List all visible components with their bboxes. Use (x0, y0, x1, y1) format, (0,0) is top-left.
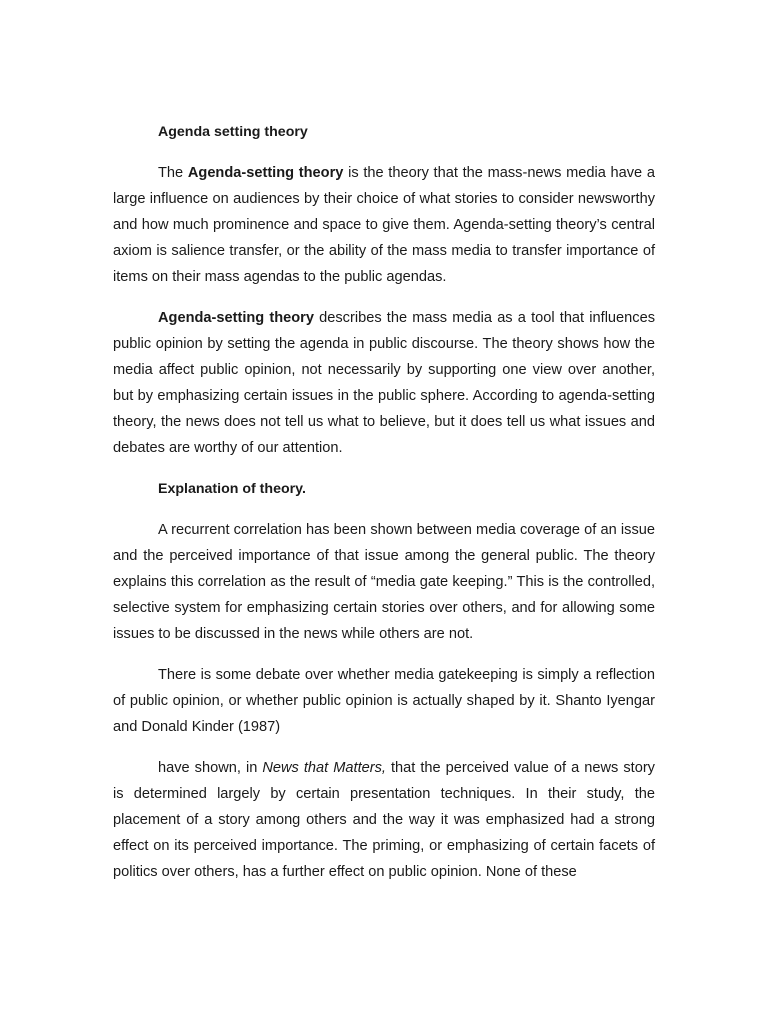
paragraph-definition (113, 160, 655, 290)
paragraph-debate: There is some debate over whether media gatekeeping is simply a reflection of public opinion, or whether public opinion is actually shaped by it. Shanto Iyengar and Donald Kinder (1987) (113, 667, 655, 735)
document-body (113, 119, 655, 900)
paragraph-news-title: News that Matters, (262, 760, 386, 776)
paragraph-definition-intro: The (158, 165, 188, 181)
paragraph-description-term: Agenda-setting theory (158, 310, 314, 326)
paragraph-news-text: that the perceived value of a news story is determined largely by certain presentation techniques. In their study, the placement of a story among others and the way it was emphasized had a strong effect on its perceived importance. The priming, or emphasizing of certain facets of politics over others, has a further effect on public opinion. None of these (113, 760, 655, 880)
paragraph-definition-term: Agenda-setting theory (187, 165, 344, 181)
paragraph-news-intro: have shown, in (158, 760, 263, 776)
paragraph-definition-text: is the theory that the mass-news media have a large influence on audiences by their choice of what stories to consider newsworthy and how much prominence and space to give them. Agenda-setting theory’s central axiom is salience transfer, or the ability of the mass media to transfer importance of items on their mass agendas to the public agendas. (113, 165, 655, 285)
paragraph-description-text: describes the mass media as a tool that influences public opinion by setting the agenda in public discourse. The theory shows how the media affect public opinion, not necessarily by supporting one view over another, but by emphasizing certain issues in the public sphere. According to agenda-setting theory, the news does not tell us what to believe, but it does tell us what issues and debates are worthy of our attention. (113, 310, 655, 456)
paragraph-news-that-matters (113, 755, 655, 885)
heading-explanation-of-theory: Explanation of theory. (158, 481, 306, 497)
paragraph-correlation: A recurrent correlation has been shown between media coverage of an issue and the perceived importance of that issue among the general public. The theory explains this correlation as the result of “media gate keeping.” This is the controlled, selective system for emphasizing certain stories over others, and for allowing some issues to be discussed in the news while others are not. (113, 522, 655, 642)
paragraph-description (113, 305, 655, 461)
heading-agenda-setting-theory: Agenda setting theory (158, 124, 308, 140)
